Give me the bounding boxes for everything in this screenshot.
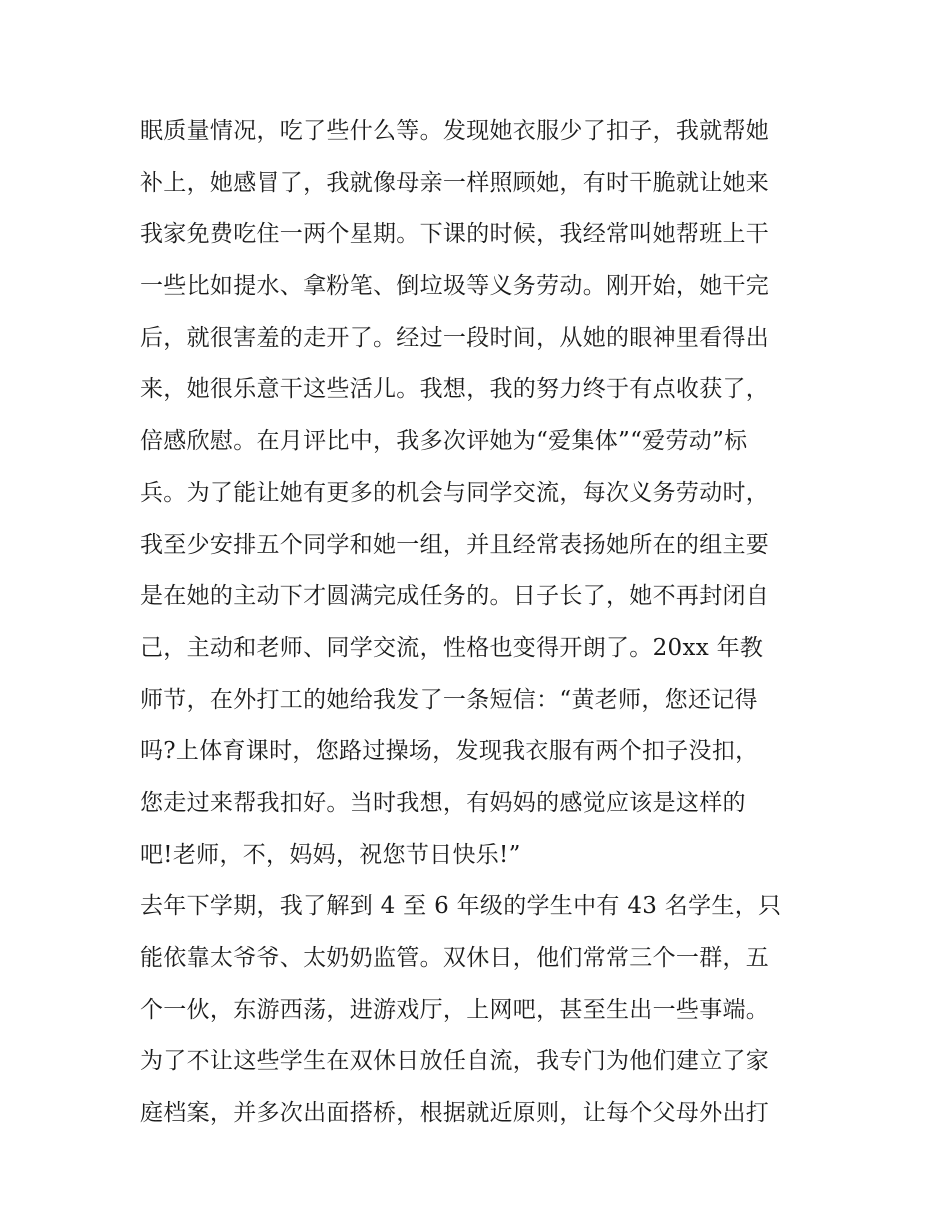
text-line-11: 己，主动和老师、同学交流，性格也变得开朗了。20xx 年教	[140, 634, 764, 661]
text-line-20: 庭档案，并多次出面搭桥，根据就近原则，让每个父母外出打	[140, 1100, 770, 1127]
text-line-3: 我家免费吃住一两个星期。下课的时候，我经常叫她帮班上干	[140, 221, 770, 248]
text-line-13: 吗?上体育课时，您路过操场，发现我衣服有两个扣子没扣，	[140, 738, 759, 765]
text-line-10: 是在她的主动下才圆满完成任务的。日子长了，她不再封闭自	[140, 583, 770, 610]
text-line-7: 倍感欣慰。在月评比中，我多次评她为“爱集体”“爱劳动”标	[140, 428, 748, 455]
text-line-8: 兵。为了能让她有更多的机会与同学交流，每次义务劳动时，	[140, 479, 770, 506]
text-line-5: 后，就很害羞的走开了。经过一段时间，从她的眼神里看得出	[140, 324, 770, 351]
text-line-1: 眠质量情况，吃了些什么等。发现她衣服少了扣子，我就帮她	[140, 118, 770, 144]
text-line-19: 为了不让这些学生在双休日放任自流，我专门为他们建立了家	[140, 1048, 770, 1075]
text-line-12: 师节，在外打工的她给我发了一条短信：“黄老师，您还记得	[140, 686, 758, 713]
text-line-2: 补上，她感冒了，我就像母亲一样照顾她，有时干脆就让她来	[140, 169, 770, 196]
text-line-6: 来，她很乐意干这些活儿。我想，我的努力终于有点收获了，	[140, 376, 770, 403]
text-line-18: 个一伙，东游西荡，进游戏厅，上网吧，甚至生出一些事端。	[140, 996, 770, 1023]
text-line-17: 能依靠太爷爷、太奶奶监管。双休日，他们常常三个一群，五	[140, 945, 770, 971]
text-line-14: 您走过来帮我扣好。当时我想，有妈妈的感觉应该是这样的	[140, 789, 746, 816]
text-line-4: 一些比如提水、拿粉笔、倒垃圾等义务劳动。刚开始，她干完	[140, 273, 770, 300]
body-text	[140, 106, 820, 1140]
text-line-15: 吧!老师，不，妈妈，祝您节日快乐!”	[140, 841, 521, 868]
text-line-16: 去年下学期，我了解到 4 至 6 年级的学生中有 43 名学生，只	[140, 893, 782, 920]
text-line-9: 我至少安排五个同学和她一组，并且经常表扬她所在的组主要	[140, 531, 770, 558]
